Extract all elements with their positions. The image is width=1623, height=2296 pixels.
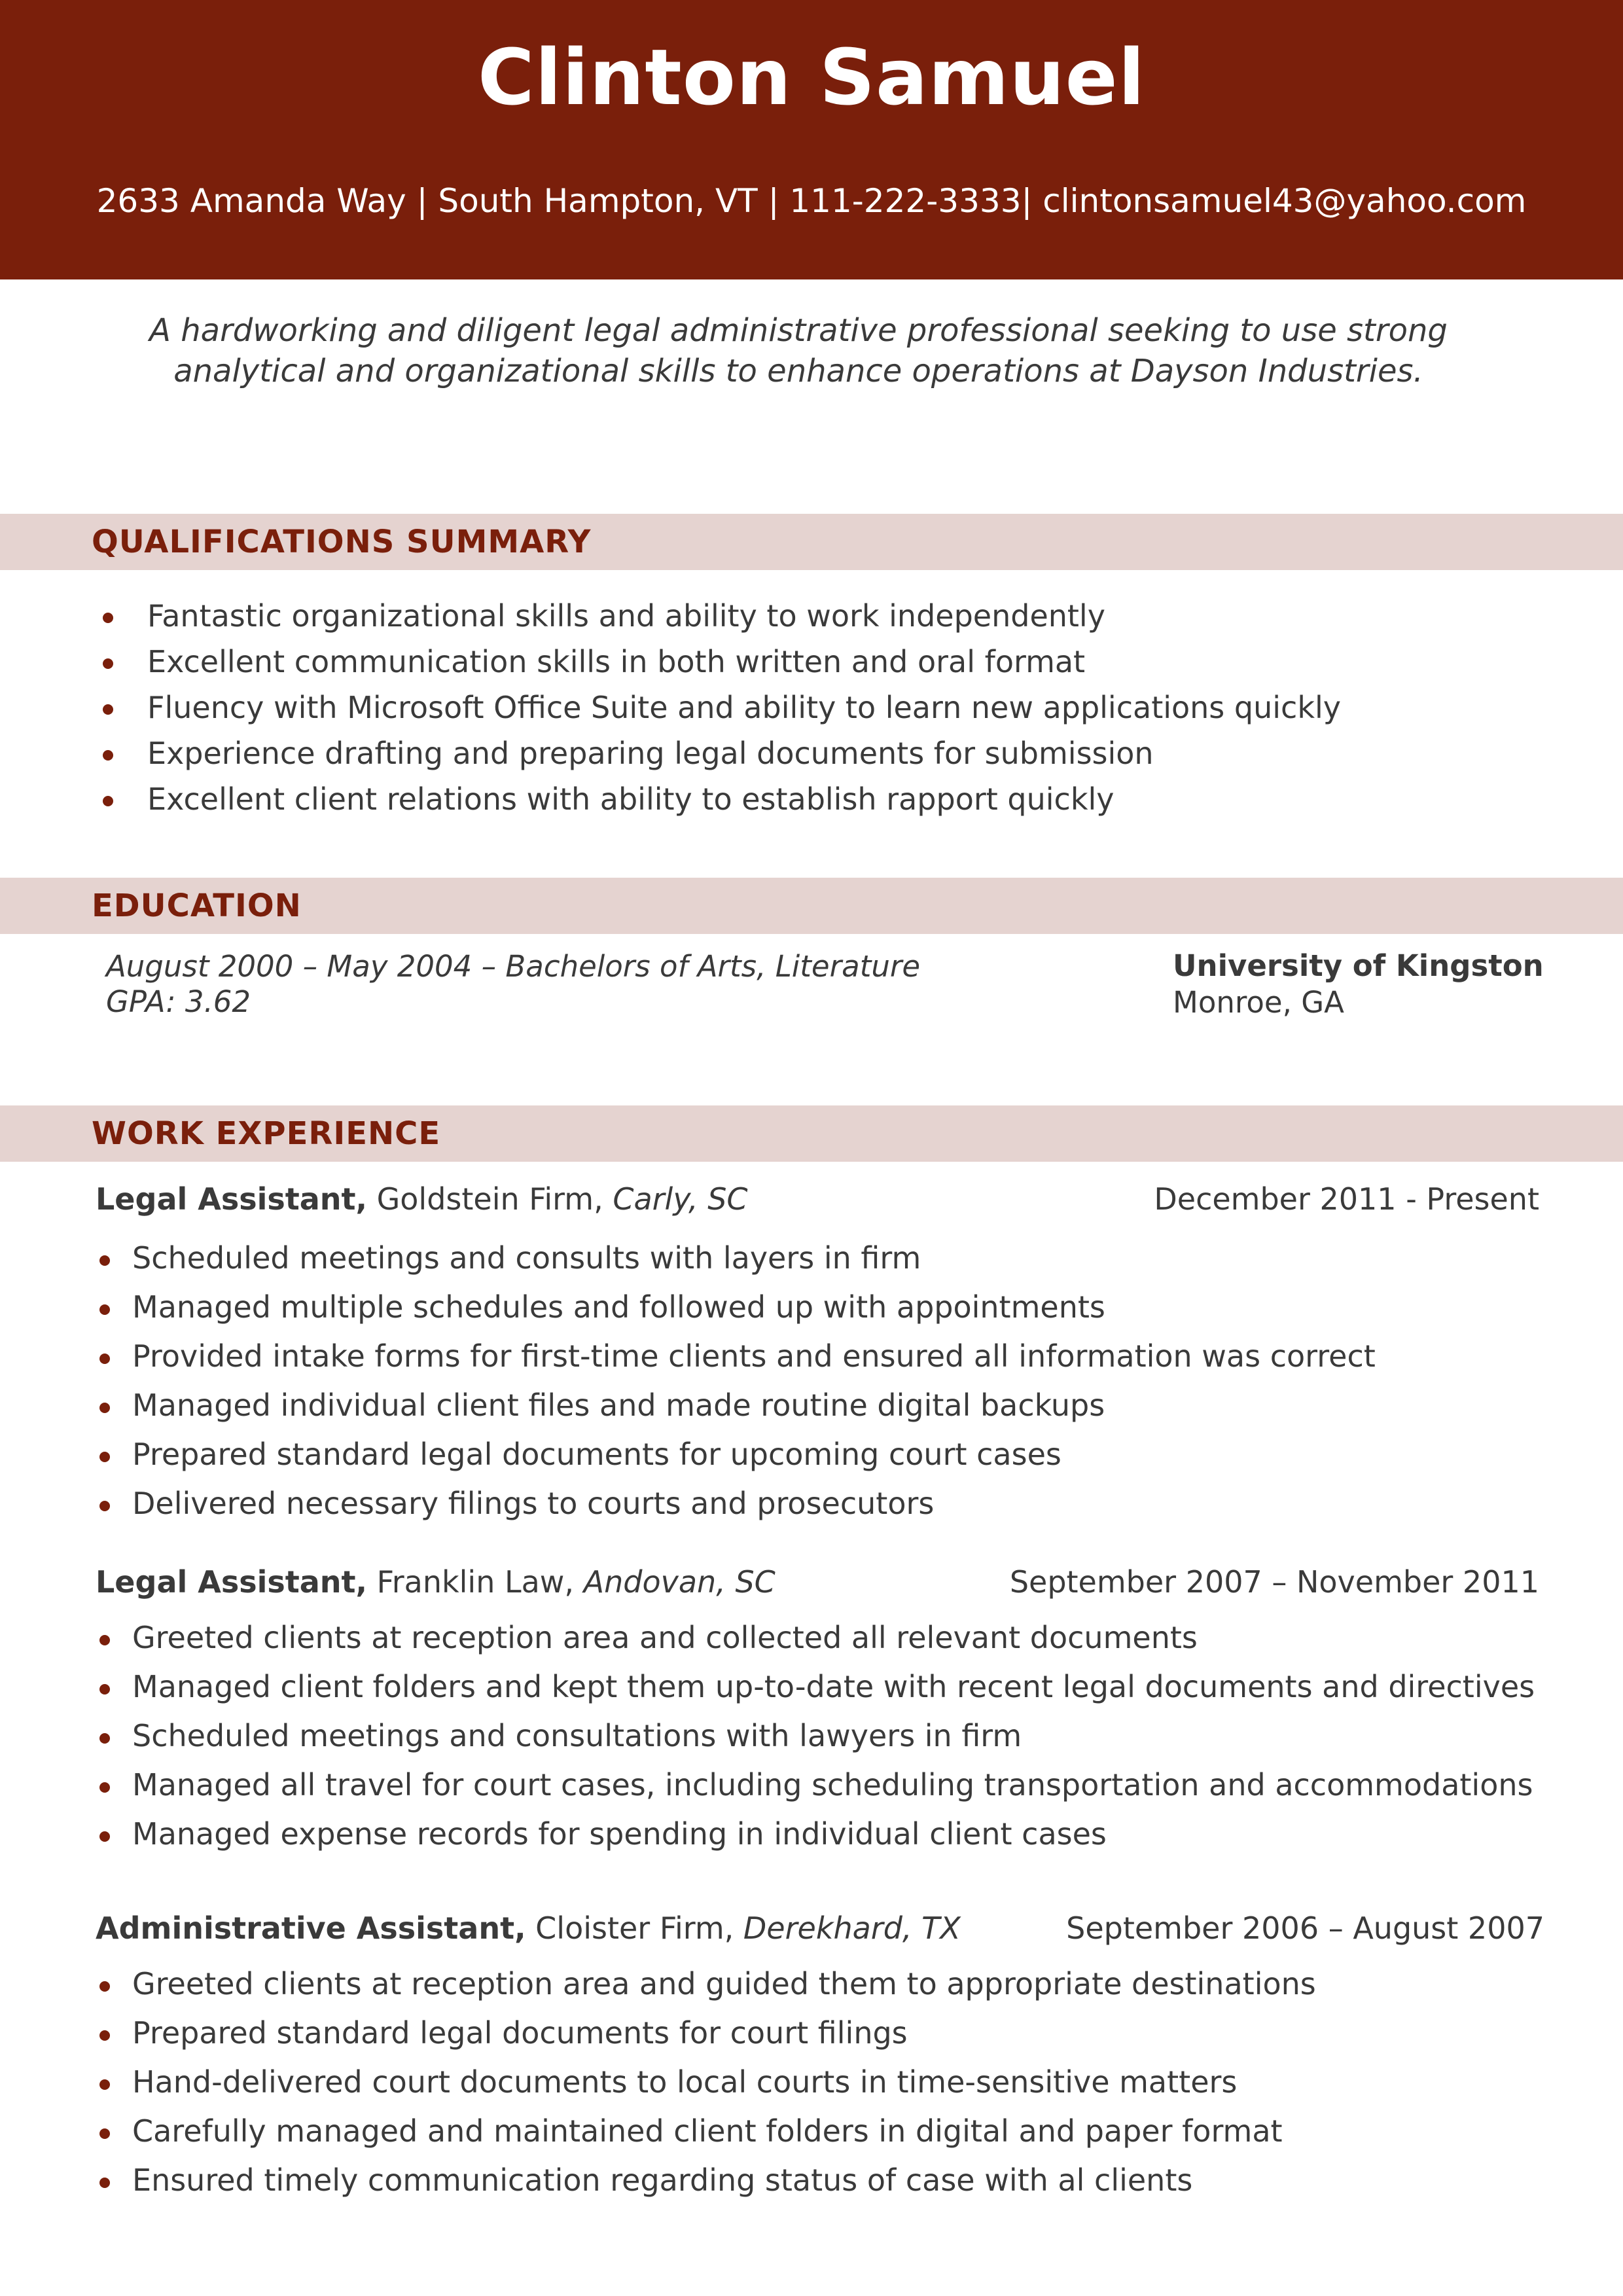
job-duties-list [92, 1613, 1535, 1859]
bullet-icon [99, 2128, 110, 2139]
education-section-bar [0, 878, 1623, 934]
bullet-icon [99, 1452, 110, 1462]
job-role: Legal Assistant, [96, 1181, 368, 1217]
list-item: Provided intake forms for first-time clients and ensured all information was correct [92, 1332, 1376, 1381]
experience-heading: WORK EXPERIENCE [92, 1115, 441, 1152]
list-item: Ensured timely communication regarding status of case with al clients [92, 2156, 1316, 2205]
objective-statement [131, 310, 1466, 391]
job-dates: September 2007 – November 2011 [1009, 1564, 1539, 1600]
job-location: Carly, SC [613, 1181, 748, 1217]
job-dates: December 2011 - Present [1154, 1181, 1539, 1217]
job-location: Andovan, SC [583, 1564, 776, 1600]
degree-text: August 2000 – May 2004 – Bachelors of Arts, Literature [106, 949, 921, 984]
education-heading: EDUCATION [92, 888, 302, 924]
bullet-icon [99, 1635, 110, 1645]
education-details [106, 949, 920, 1020]
list-item: Excellent communication skills in both written and oral format [92, 639, 1341, 685]
list-item: Hand-delivered court documents to local courts in time-sensitive matters [92, 2058, 1316, 2107]
list-item: Scheduled meetings and consults with layers in firm [92, 1234, 1376, 1283]
resume-header [0, 0, 1623, 279]
list-item: Managed client folders and kept them up-to-date with recent legal documents and directives [92, 1662, 1535, 1712]
list-item: Scheduled meetings and consultations with lawyers in firm [92, 1712, 1535, 1761]
bullet-icon [99, 1782, 110, 1793]
list-item: Fluency with Microsoft Office Suite and ability to learn new applications quickly [92, 685, 1341, 730]
bullet-icon [99, 1684, 110, 1695]
job-heading [96, 1560, 776, 1604]
qualifications-heading: QUALIFICATIONS SUMMARY [92, 524, 592, 560]
bullet-icon [99, 1255, 110, 1266]
gpa-text: GPA: 3.62 [106, 984, 251, 1019]
job-location: Derekhard, TX [743, 1910, 961, 1946]
list-item: Greeted clients at reception area and guided them to appropriate destinations [92, 1960, 1316, 2009]
list-item: Excellent client relations with ability to establish rapport quickly [92, 776, 1341, 822]
objective-line: analytical and organizational skills to enhance operations at Dayson Industries. [173, 353, 1423, 389]
candidate-name: Clinton Samuel [477, 32, 1146, 122]
school-name: University of Kingston [1173, 948, 1544, 983]
job-heading [96, 1177, 748, 1221]
bullet-icon [99, 1354, 110, 1364]
list-item: Managed expense records for spending in individual client cases [92, 1810, 1535, 1859]
bullet-icon [103, 704, 113, 715]
list-item: Carefully managed and maintained client folders in digital and paper format [92, 2107, 1316, 2156]
qualifications-section-bar [0, 514, 1623, 570]
list-item: Greeted clients at reception area and collected all relevant documents [92, 1613, 1535, 1662]
list-item: Prepared standard legal documents for upcoming court cases [92, 1430, 1376, 1479]
experience-section-bar [0, 1105, 1623, 1162]
job-dates: September 2006 – August 2007 [1066, 1910, 1544, 1946]
job-company: Goldstein Firm, [376, 1181, 603, 1217]
bullet-icon [99, 1304, 110, 1315]
list-item: Prepared standard legal documents for court filings [92, 2009, 1316, 2058]
school-location: Monroe, GA [1173, 985, 1344, 1020]
list-item: Managed individual client files and made routine digital backups [92, 1381, 1376, 1430]
bullet-icon [99, 2079, 110, 2090]
job-company: Franklin Law, [376, 1564, 575, 1600]
school-info [1173, 948, 1544, 1021]
bullet-icon [99, 2178, 110, 2188]
objective-line: A hardworking and diligent legal administrative professional seeking to use strong [149, 312, 1448, 349]
list-item: Experience drafting and preparing legal documents for submission [92, 730, 1341, 776]
bullet-icon [103, 613, 113, 623]
contact-info: 2633 Amanda Way | South Hampton, VT | 111-222-3333| clintonsamuel43@yahoo.com [96, 182, 1527, 220]
list-item: Managed all travel for court cases, including scheduling transportation and accommodations [92, 1761, 1535, 1810]
job-duties-list [92, 1960, 1316, 2205]
bullet-icon [103, 796, 113, 806]
bullet-icon [103, 750, 113, 761]
qualifications-list [92, 593, 1341, 822]
job-role: Administrative Assistant, [96, 1910, 526, 1946]
job-role: Legal Assistant, [96, 1564, 368, 1600]
list-item: Fantastic organizational skills and ability to work independently [92, 593, 1341, 639]
bullet-icon [99, 1831, 110, 1842]
list-item: Managed multiple schedules and followed up with appointments [92, 1283, 1376, 1332]
bullet-icon [99, 1403, 110, 1413]
bullet-icon [99, 1981, 110, 1992]
job-duties-list [92, 1234, 1376, 1528]
job-company: Cloister Firm, [535, 1910, 734, 1946]
list-item: Delivered necessary filings to courts and prosecutors [92, 1479, 1376, 1528]
bullet-icon [99, 2030, 110, 2041]
bullet-icon [103, 658, 113, 669]
bullet-icon [99, 1501, 110, 1511]
bullet-icon [99, 1733, 110, 1744]
job-heading [96, 1907, 961, 1950]
